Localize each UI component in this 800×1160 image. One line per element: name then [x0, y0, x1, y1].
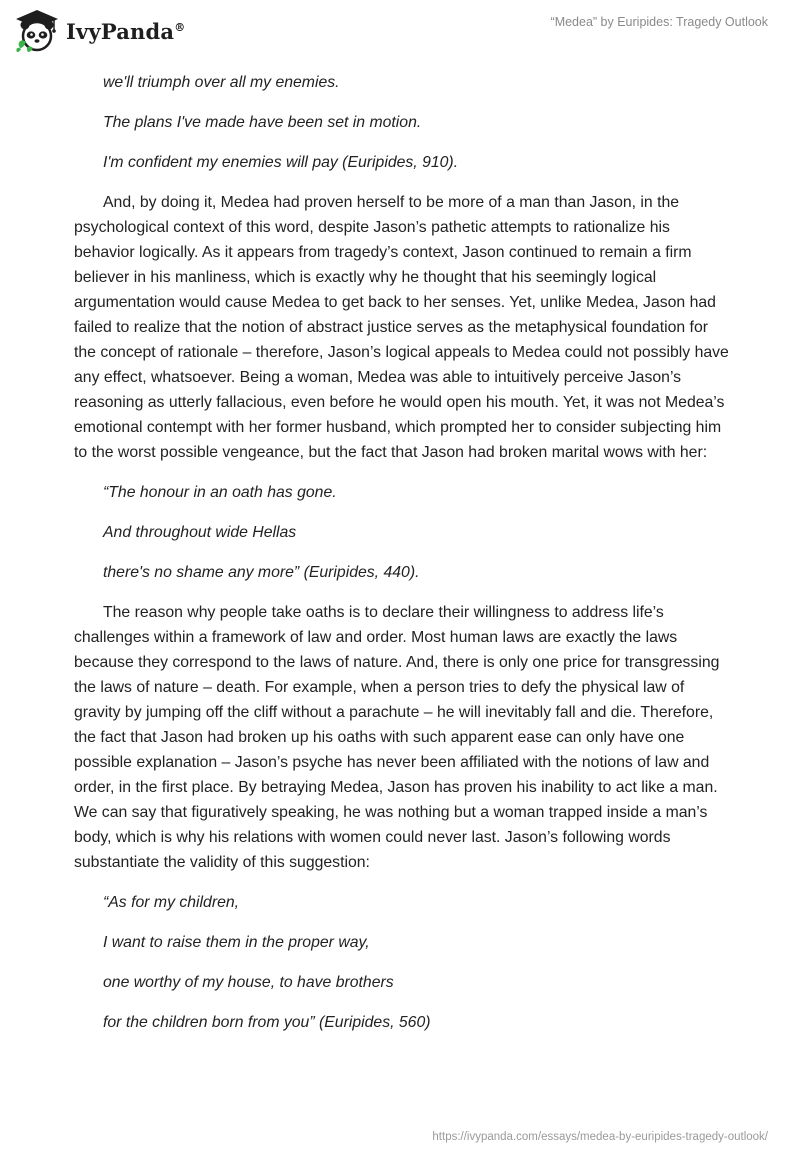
body-paragraph: The reason why people take oaths is to declare their willingness to address life’s challenges within a framework of law and order. Most human laws are exactly the laws because they correspond to the laws of nature. And, there is only one price for transgressing the laws of nature – death. For example, when a person tries to defy the physical law of gravity by jumping off the cliff without a parachute – he will inevitably fall and die. Therefore, the fact that Jason had broken up his oaths with such apparent ease can only have one possible explanation – Jason’s psyche has never been affiliated with the notions of law and order, in the first place. By betraying Medea, Jason has proven his inability to act like a man. We can say that figuratively speaking, he was nothing but a woman trapped inside a man’s body, which is why his relations with women could never last. Jason’s following words substantiate the validity of this suggestion: — [74, 604, 720, 871]
source-url[interactable]: https://ivypanda.com/essays/medea-by-euripides-tragedy-outlook/ — [432, 1131, 768, 1143]
quote-line: we'll triumph over all my enemies. — [103, 74, 340, 91]
registered-mark: ® — [174, 20, 186, 34]
quote-line: “The honour in an oath has gone. — [103, 484, 337, 501]
panda-graduation-cap-icon — [14, 8, 60, 54]
page-header — [0, 0, 800, 62]
brand-name: IvyPanda® — [66, 18, 186, 44]
quote-line: “As for my children, — [103, 894, 240, 911]
quote-line: there's no shame any more” (Euripides, 440). — [103, 564, 420, 581]
quote-line: And throughout wide Hellas — [103, 524, 297, 541]
body-paragraph: And, by doing it, Medea had proven herself to be more of a man than Jason, in the psychological context of this word, despite Jason’s pathetic attempts to rationalize his behavior logically. As it appears from tragedy’s context, Jason continued to remain a firm believer in his manliness, which is exactly why he thought that his seemingly logical argumentation would cause Medea to get back to her senses. Yet, unlike Medea, Jason had failed to realize that the notion of abstract justice serves as the metaphysical foundation for the concept of rationale – therefore, Jason’s logical appeals to Medea could not possibly have any effect, whatsoever. Being a woman, Medea was able to intuitively perceive Jason’s reasoning as utterly fallacious, even before he would open his mouth. Yet, it was not Medea’s emotional contempt with her former husband, which prompted her to consider subjecting him to the worst possible vengeance, but the fact that Jason had broken marital wows with her: — [74, 194, 729, 461]
quote-line: for the children born from you” (Euripides, 560) — [103, 1014, 431, 1031]
document-title: “Medea” by Euripides: Tragedy Outlook — [550, 15, 768, 29]
quote-line: The plans I've made have been set in motion. — [103, 114, 422, 131]
quote-line: I want to raise them in the proper way, — [103, 934, 370, 951]
essay-content — [74, 70, 734, 1050]
quote-line: I'm confident my enemies will pay (Euripides, 910). — [103, 154, 459, 171]
quote-line: one worthy of my house, to have brothers — [103, 974, 394, 991]
ivypanda-logo[interactable] — [14, 8, 185, 54]
